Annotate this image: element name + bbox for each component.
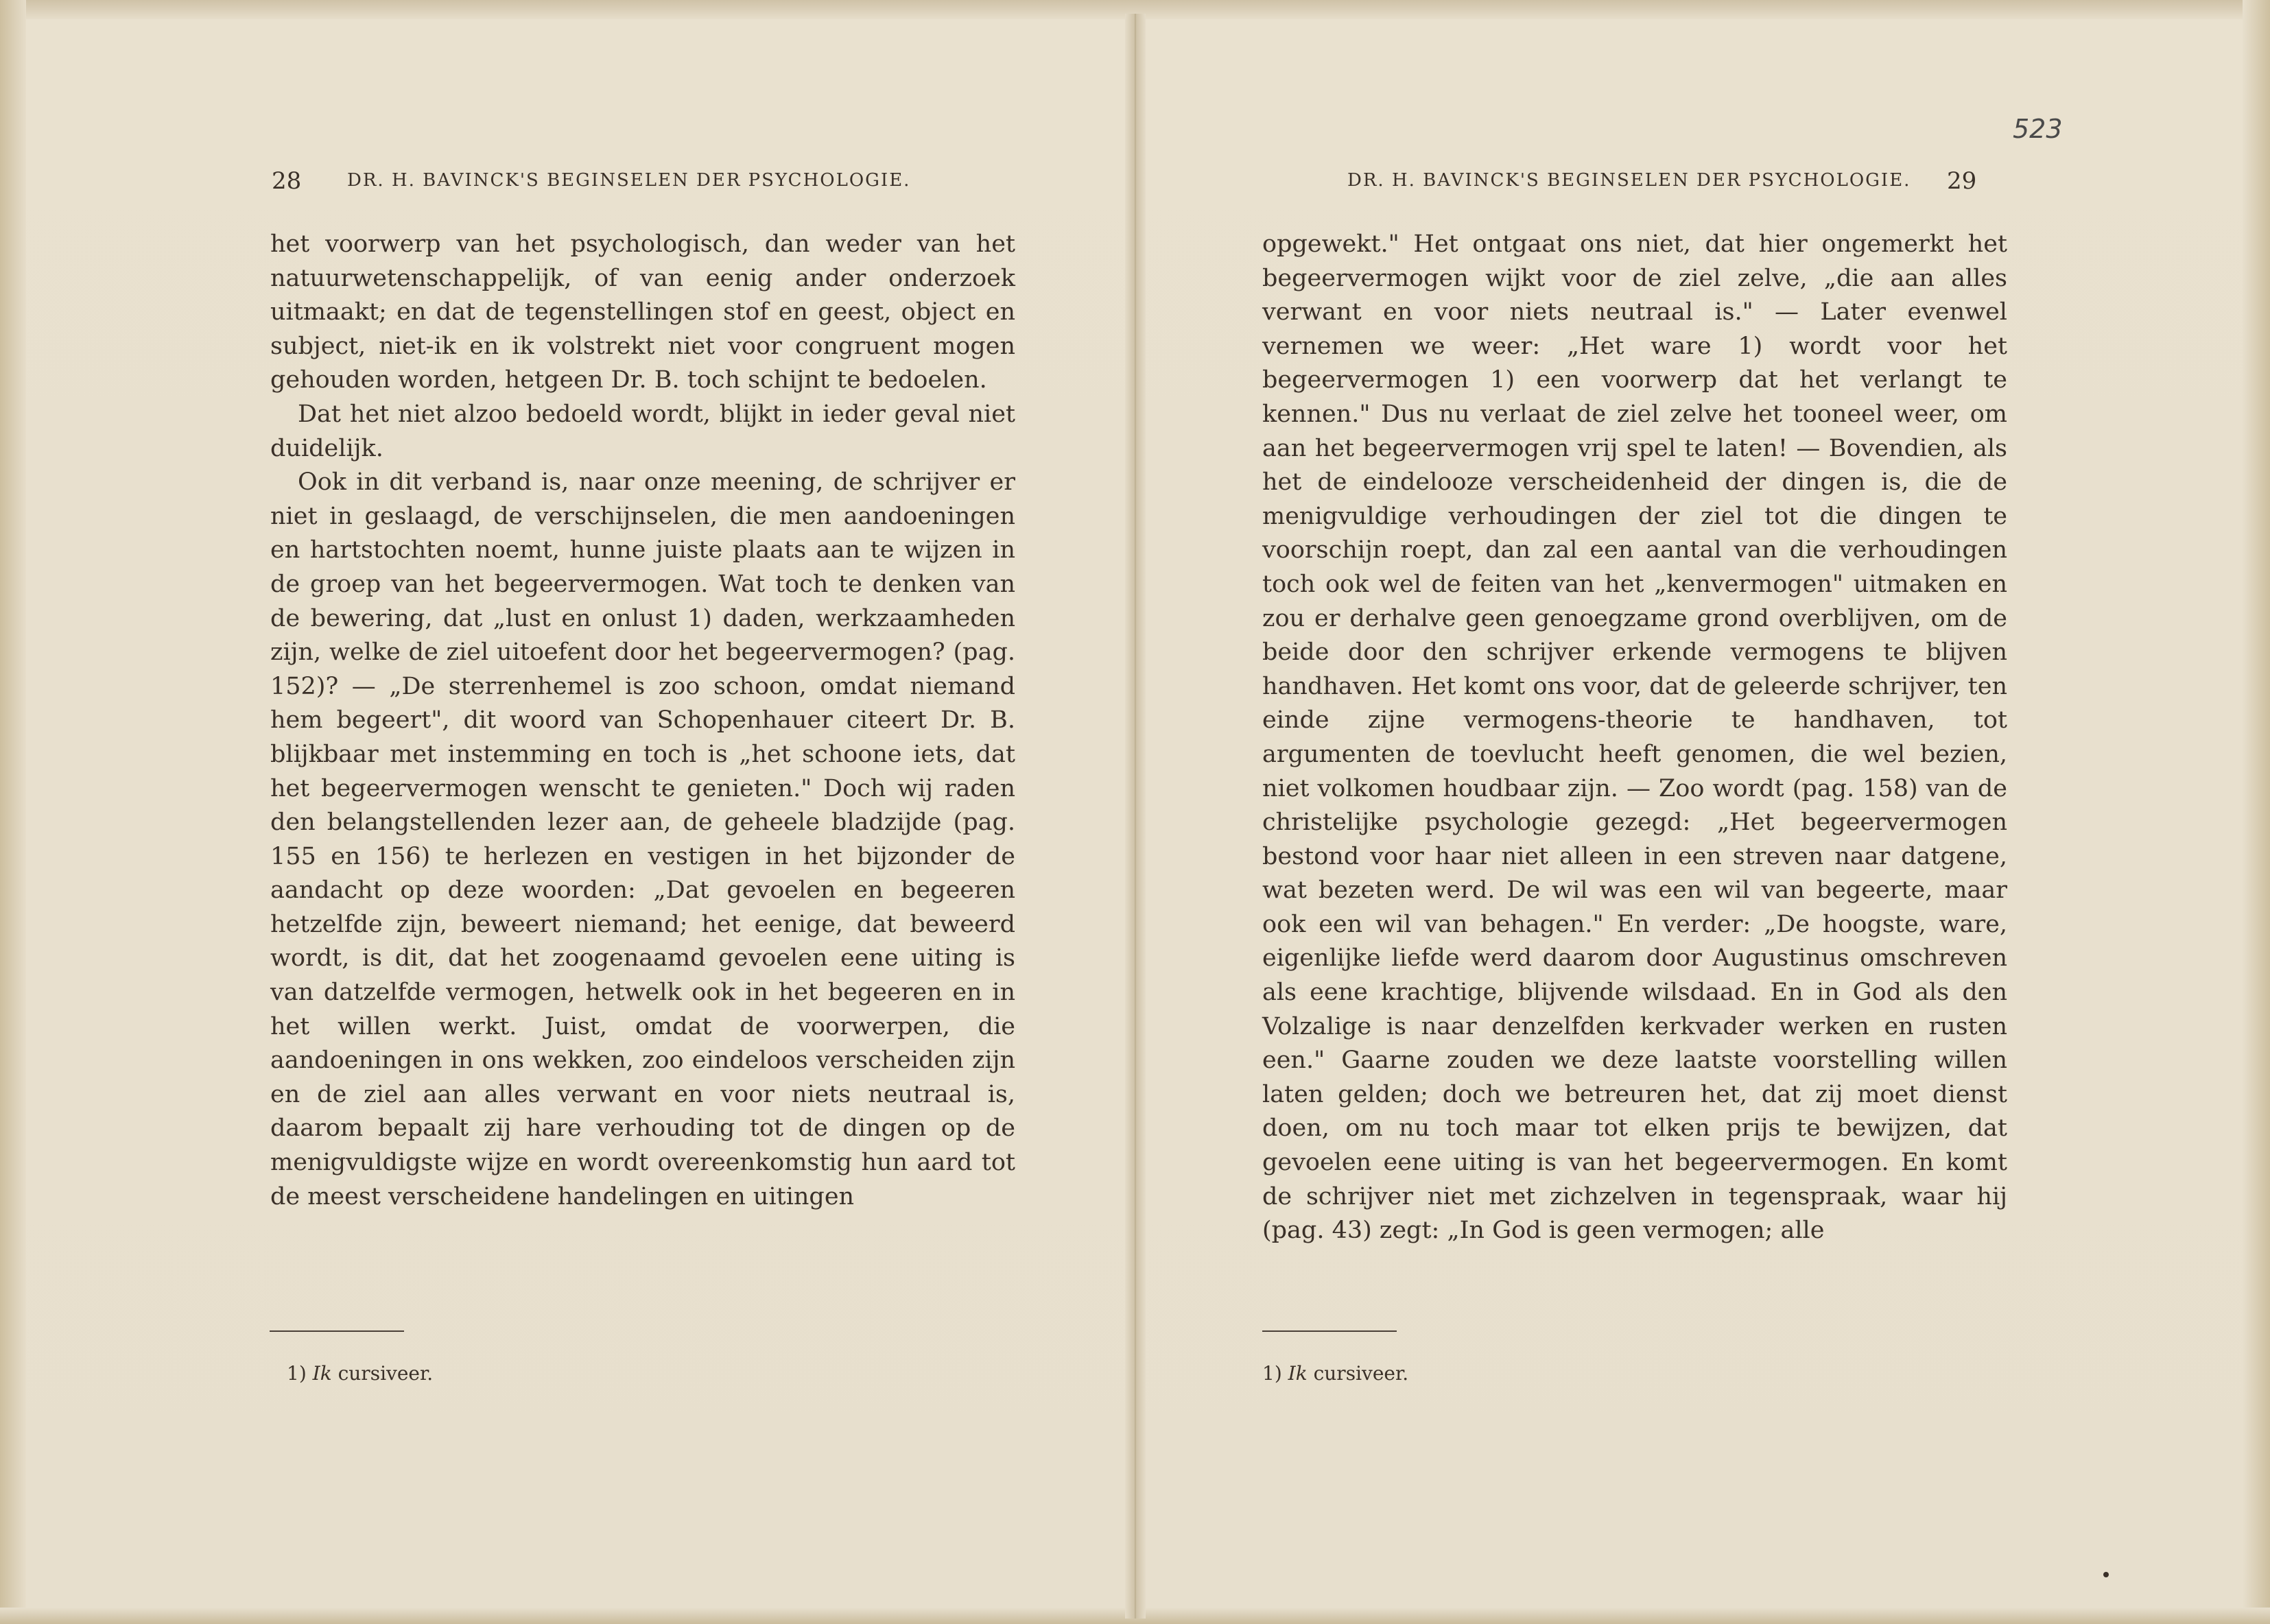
footnote-rule <box>270 1330 404 1332</box>
footnote-italic: Ik <box>312 1362 332 1385</box>
footnote-marker: 1) <box>1262 1362 1282 1385</box>
footnote <box>1262 1362 1408 1385</box>
page-edge-right <box>2243 0 2270 1624</box>
running-head: DR. H. BAVINCK'S BEGINSELEN DER PSYCHOLOGIE. <box>347 170 911 191</box>
paragraph: opgewekt." Het ontgaat ons niet, dat hier ongemerkt het begeervermogen wijkt voor de ziel zelve, „die aan alles verwant en voor niets neutraal is." — Later evenwel vernemen we weer: „Het ware 1) wordt voor het begeervermogen 1) een voorwerp dat het verlangt te kennen." Dus nu verlaat de ziel zelve het tooneel weer, om aan het begeervermogen vrij spel te laten! — Bovendien, als het de eindelooze verscheidenheid der dingen is, die de menigvuldige verhoudingen der ziel tot die dingen te voorschijn roept, dan zal een aantal van die verhoudingen toch ook wel de feiten van het „kenvermogen" uitmaken en zou er derhalve geen genoegzame grond overblijven, om de beide door den schrijver erkende vermogens te blijven handhaven. Het komt ons voor, dat de geleerde schrijver, ten einde zijne vermogens-theorie te handhaven, tot argumenten de toevlucht heeft genomen, die wel bezien, niet volkomen houdbaar zijn. — Zoo wordt (pag. 158) van de christelijke psychologie gezegd: „Het begeervermogen bestond voor haar niet alleen in een streven naar datgene, wat bezeten werd. De wil was een wil van begeerte, maar ook een wil van behagen." En verder: „De hoogste, ware, eigenlijke liefde werd daarom door Augustinus omschreven als eene krachtige, blijvende wilsdaad. En in God als den Volzalige is naar denzelfden kerkvader werken en rusten een." Gaarne zouden we deze laatste voorstelling willen laten gelden; doch we betreuren het, dat zij moet dienst doen, om nu toch maar tot elken prijs te bewijzen, dat gevoelen eene uiting is van het begeervermogen. En komt de schrijver niet met zichzelven in tegenspraak, waar hij (pag. 43) zegt: „In God is geen vermogen; alle <box>1262 230 2007 1245</box>
right-page <box>1146 0 2243 1624</box>
page-number: 29 <box>1947 167 1977 195</box>
paragraph: het voorwerp van het psychologisch, dan weder van het natuurwetenschappelijk, of van eenig ander onderzoek uitmaakt; en dat de tegenstellingen stof en geest, object en subject, niet-ik en ik volstrekt niet voor congruent mogen gehouden worden, hetgeen Dr. B. toch schijnt te bedoelen. <box>270 230 1015 394</box>
body-text <box>1262 228 2007 1248</box>
ink-dot <box>2103 1572 2109 1577</box>
footnote <box>287 1362 433 1385</box>
footnote-rule <box>1262 1330 1397 1332</box>
handwritten-archive-number: 523 <box>2013 114 2063 144</box>
body-text <box>270 228 1015 1214</box>
left-page <box>26 0 1125 1624</box>
page-edge-left <box>0 0 26 1624</box>
footnote-text: cursiveer. <box>1313 1362 1409 1385</box>
running-head: DR. H. BAVINCK'S BEGINSELEN DER PSYCHOLOGIE. <box>1347 170 1911 191</box>
paragraph: Ook in dit verband is, naar onze meening, de schrijver er niet in geslaagd, de verschijnselen, die men aandoeningen en hartstochten noemt, hunne juiste plaats aan te wijzen in de groep van het begeervermogen. Wat toch te denken van de bewering, dat „lust en onlust 1) daden, werkzaamheden zijn, welke de ziel uitoefent door het begeervermogen? (pag. 152)? — „De sterrenhemel is zoo schoon, omdat niemand hem begeert", dit woord van Schopenhauer citeert Dr. B. blijkbaar met instemming en toch is „het schoone iets, dat het begeervermogen wenscht te genieten." Doch wij raden den belangstellenden lezer aan, de geheele bladzijde (pag. 155 en 156) te herlezen en vestigen in het bijzonder de aandacht op deze woorden: „Dat gevoelen en begeeren hetzelfde zijn, beweert niemand; het eenige, dat beweerd wordt, is dit, dat het zoogenaamd gevoelen eene uiting is van datzelfde vermogen, hetwelk ook in het begeeren en in het willen werkt. Juist, omdat de voorwerpen, die aandoeningen in ons wekken, zoo eindeloos verscheiden zijn en de ziel aan alles verwant en voor niets neutraal is, daarom bepaalt zij hare verhouding tot de dingen op de menigvuldigste wijze en wordt overeenkomstig hun aard tot de meest verscheidene handelingen en uitingen <box>270 468 1015 1210</box>
footnote-italic: Ik <box>1288 1362 1308 1385</box>
page-number: 28 <box>272 167 302 195</box>
footnote-marker: 1) <box>287 1362 307 1385</box>
footnote-text: cursiveer. <box>338 1362 434 1385</box>
book-spine <box>1125 14 1146 1619</box>
paragraph: Dat het niet alzoo bedoeld wordt, blijkt in ieder geval niet duidelijk. <box>270 400 1015 462</box>
